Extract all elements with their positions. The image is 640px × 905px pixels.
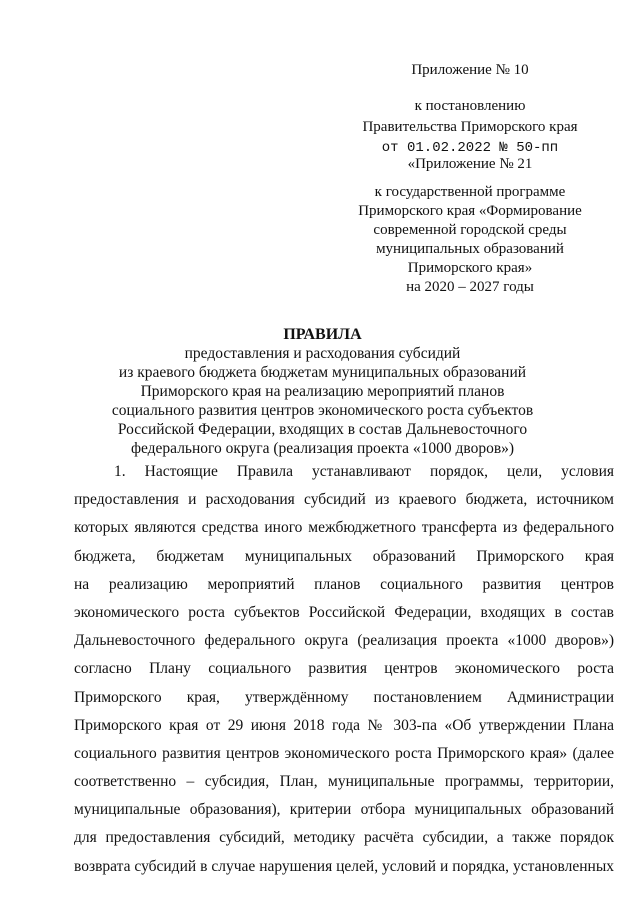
- title-line: Российской Федерации, входящих в состав Дальневосточного: [117, 421, 528, 438]
- title-line: Приморского края на реализацию мероприятий планов: [140, 383, 505, 400]
- program-line: современной городской среды: [373, 222, 567, 238]
- body-line: муниципальные образования), критерии отбора муниципальных образований: [74, 801, 614, 819]
- body-line: для предоставления субсидий, методику расчёта субсидии, а также порядок: [74, 829, 614, 847]
- program-line: Приморского края»: [407, 260, 533, 276]
- body-line: на реализацию мероприятий планов социального развития центров: [74, 575, 614, 593]
- body-line: согласно Плану социального развития центров экономического роста: [74, 660, 614, 678]
- program-line: муниципальных образований: [376, 241, 564, 257]
- title-line: предоставления и расходования субсидий: [184, 345, 461, 362]
- document-title: [40, 325, 605, 458]
- body-line: экономического роста субъектов Российской Федерации, входящих в состав: [74, 603, 614, 621]
- body-line: бюджета, бюджетам муниципальных образований Приморского края: [74, 547, 614, 565]
- body-line: предоставления и расходования субсидий из краевого бюджета, источником: [74, 491, 614, 509]
- appendix-header: [340, 60, 600, 81]
- appendix21-label: «Приложение № 21: [407, 156, 533, 172]
- body-line: Дальневосточного федерального округа (реализация проекта «1000 дворов»): [74, 632, 614, 650]
- resolution-reference: [340, 96, 600, 159]
- appendix21-block: [340, 154, 600, 175]
- government-name: Правительства Приморского края: [362, 119, 578, 135]
- body-line: Приморского края, утверждённому постановлением Администрации: [74, 688, 614, 706]
- title-main: ПРАВИЛА: [283, 326, 362, 343]
- resolution-date-number: от 01.02.2022 № 50-пп: [381, 140, 559, 156]
- program-line: к государственной программе: [374, 184, 566, 200]
- body-line: социального развития центров экономического роста Приморского края» (далее: [74, 744, 614, 762]
- program-line: на 2020 – 2027 годы: [406, 279, 534, 295]
- program-line: Приморского края «Формирование: [358, 203, 582, 219]
- body-line: 1. Настоящие Правила устанавливают порядок, цели, условия: [114, 463, 614, 480]
- body-line: Приморского края от 29 июня 2018 года № 303-па «Об утверждении Плана: [74, 716, 614, 734]
- body-line: соответственно – субсидия, План, муниципальные программы, территории,: [74, 773, 614, 791]
- body-paragraph: [74, 458, 614, 881]
- appendix-number: Приложение № 10: [411, 62, 529, 78]
- body-line: возврата субсидий в случае нарушения целей, условий и порядка, установленных: [74, 857, 614, 875]
- body-line: которых являются средства иного межбюджетного трансферта из федерального: [74, 519, 614, 537]
- title-line: федерального округа (реализация проекта «1000 дворов»): [130, 440, 515, 457]
- program-reference: [340, 183, 600, 297]
- title-line: из краевого бюджета бюджетам муниципальных образований: [118, 364, 527, 381]
- resolution-to: к постановлению: [414, 98, 526, 114]
- title-line: социального развития центров экономического роста субъектов: [111, 402, 534, 419]
